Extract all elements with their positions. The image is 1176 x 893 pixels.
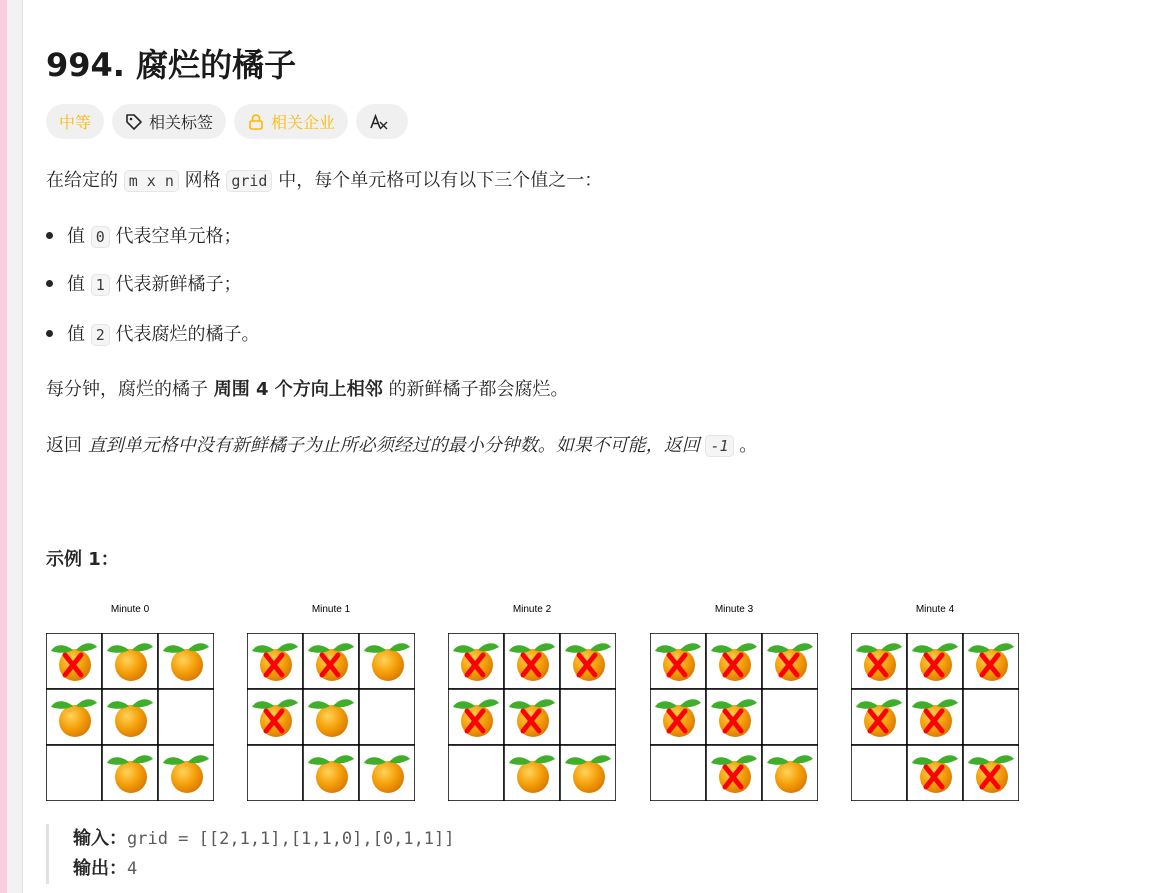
rotten-orange-cell (963, 633, 1019, 689)
rotten-orange-cell (851, 633, 907, 689)
list-item: 值 1 代表新鲜橘子； (46, 271, 242, 299)
fresh-orange-cell (102, 745, 158, 801)
rotten-orange-cell (46, 633, 102, 689)
input-line: 输入：grid = [[2,1,1],[1,1,0],[0,1,1]] (73, 828, 455, 849)
rotten-orange-cell (560, 633, 616, 689)
rotten-orange-cell (448, 633, 504, 689)
fresh-orange-cell (303, 689, 359, 745)
fresh-orange-cell (359, 745, 415, 801)
related-tags-button[interactable] (112, 104, 226, 139)
bullet-dot (46, 330, 53, 337)
return-paragraph: 返回 直到单元格中没有新鲜橘子为止所必须经过的最小分钟数。如果不可能，返回 -1 。 (46, 435, 758, 456)
fresh-orange-cell (762, 745, 818, 801)
intro-paragraph: 在给定的 m x n 网格 grid 中，每个单元格可以有以下三个值之一： (46, 170, 603, 191)
empty-cell (560, 689, 616, 745)
output-line: 输出：4 (73, 858, 138, 879)
orange-icon (115, 761, 147, 793)
example-title: 示例 1： (46, 549, 119, 570)
orange-icon (573, 761, 605, 793)
problem-title: 994. 腐烂的橘子 (46, 46, 297, 84)
empty-cell (46, 745, 102, 801)
bullet-dot (46, 280, 53, 287)
orange-icon (171, 649, 203, 681)
orange-grid (851, 633, 1019, 801)
rotten-orange-cell (247, 689, 303, 745)
grid-label: Minute 3 (714, 604, 754, 615)
rotten-orange-cell (650, 633, 706, 689)
fresh-orange-cell (158, 633, 214, 689)
rotten-orange-cell (706, 689, 762, 745)
fresh-orange-cell (560, 745, 616, 801)
empty-cell (762, 689, 818, 745)
rule-paragraph: 每分钟，腐烂的橘子 周围 4 个方向上相邻 的新鲜橘子都会腐烂。 (46, 379, 569, 400)
orange-grid (247, 633, 415, 801)
orange-icon (372, 649, 404, 681)
fresh-orange-cell (303, 745, 359, 801)
list-item: 值 2 代表腐烂的橘子。 (46, 321, 260, 349)
translate-icon (369, 112, 389, 132)
grid-label: Minute 2 (512, 604, 552, 615)
orange-icon (775, 761, 807, 793)
inline-code-grid: grid (226, 170, 272, 192)
inline-code-mxn: m x n (124, 170, 179, 192)
rotten-orange-cell (907, 689, 963, 745)
orange-icon (171, 761, 203, 793)
rotten-orange-cell (504, 633, 560, 689)
empty-cell (963, 689, 1019, 745)
fresh-orange-cell (158, 745, 214, 801)
problem-tags (46, 104, 408, 139)
rotten-orange-cell (247, 633, 303, 689)
bullet-dot (46, 232, 53, 239)
orange-grid (46, 633, 214, 801)
fresh-orange-cell (359, 633, 415, 689)
rotten-orange-cell (907, 745, 963, 801)
rotten-orange-cell (504, 689, 560, 745)
grid-label: Minute 4 (915, 604, 955, 615)
rotten-orange-cell (448, 689, 504, 745)
orange-icon (316, 705, 348, 737)
rotten-orange-cell (851, 689, 907, 745)
rotten-orange-cell (706, 633, 762, 689)
orange-icon (372, 761, 404, 793)
empty-cell (448, 745, 504, 801)
lock-icon (247, 113, 265, 131)
orange-icon (115, 649, 147, 681)
rotten-orange-cell (762, 633, 818, 689)
example-io-block (46, 824, 455, 884)
orange-icon (316, 761, 348, 793)
empty-cell (359, 689, 415, 745)
empty-cell (851, 745, 907, 801)
orange-icon (517, 761, 549, 793)
left-panel-divider[interactable] (7, 0, 23, 893)
rotten-orange-cell (706, 745, 762, 801)
empty-cell (247, 745, 303, 801)
empty-cell (158, 689, 214, 745)
fresh-orange-cell (102, 689, 158, 745)
rotten-orange-cell (963, 745, 1019, 801)
tag-icon (125, 113, 143, 131)
grid-label: Minute 0 (110, 604, 150, 615)
related-companies-label: 相关企业 (271, 113, 336, 132)
rotten-orange-cell (907, 633, 963, 689)
empty-cell (650, 745, 706, 801)
rotten-orange-cell (650, 689, 706, 745)
inline-code-neg1: -1 (705, 435, 733, 457)
fresh-orange-cell (504, 745, 560, 801)
translate-button[interactable] (356, 104, 408, 139)
orange-grid (448, 633, 616, 801)
orange-icon (115, 705, 147, 737)
orange-icon (59, 705, 91, 737)
left-edge-strip (0, 0, 7, 893)
list-item: 值 0 代表空单元格； (46, 223, 242, 251)
grid-label: Minute 1 (311, 604, 351, 615)
difficulty-badge (46, 104, 104, 139)
orange-grid (650, 633, 818, 801)
fresh-orange-cell (102, 633, 158, 689)
difficulty-label: 中等 (59, 113, 92, 132)
related-companies-button[interactable] (234, 104, 348, 139)
fresh-orange-cell (46, 689, 102, 745)
rotten-orange-cell (303, 633, 359, 689)
related-tags-label: 相关标签 (149, 113, 214, 132)
